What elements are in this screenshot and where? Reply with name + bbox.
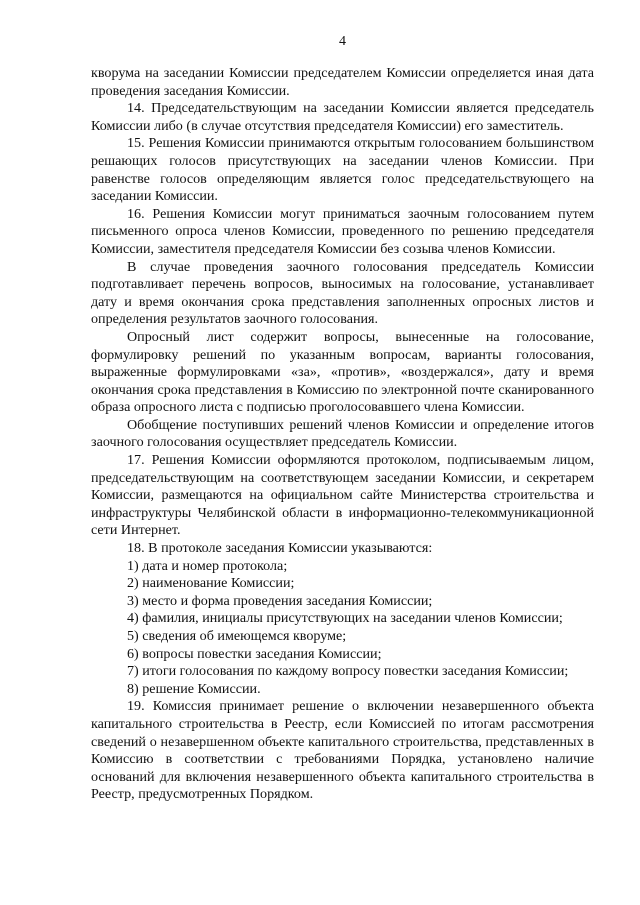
list-item: 5) сведения об имеющемся кворуме;	[127, 628, 347, 644]
list-item: 8) решение Комиссии.	[127, 680, 261, 697]
list-item: 4) фамилия, инициалы присутствующих на заседании членов Комиссии;	[127, 610, 563, 627]
paragraph-19: 19. Комиссия принимает решение о включении незавершенного объекта капитального строительства в Реестр, если Комиссией по итогам рассмотрения сведений о незавершенном объекте капитального строительства, представленных в Комиссию в соответствии с требованиями Порядка, установлено наличие оснований для включения незавершенного объекта капитального строительства в Реестр, предусмотренных Порядком.	[91, 698, 594, 803]
paragraph-16-absentee: В случае проведения заочного голосования председатель Комиссии подготавливает перечень вопросов, выносимых на голосование, устанавливает дату и время окончания срока представления заполненных опросных листов и определения результатов заочного голосования.	[91, 258, 594, 328]
list-item: 6) вопросы повестки заседания Комиссии;	[127, 645, 382, 662]
paragraph-15: 15. Решения Комиссии принимаются открытым голосованием большинством решающих голосов присутствующих на заседании членов Комиссии. При равенстве голосов определяющим является голос председательствующего на заседании Комиссии.	[91, 135, 594, 205]
page-number: 4	[339, 34, 346, 49]
paragraph-17: 17. Решения Комиссии оформляются протоколом, подписываемым лицом, председательствующим на соответствующем заседании Комиссии, и секретарем Комиссии, размещаются на официальном сайте Министерства строительства и инфраструктуры Челябинской области в информационно-телекоммуникационной сети Интернет.	[91, 452, 594, 539]
paragraph-continuation: кворума на заседании Комиссии председателем Комиссии определяется иная дата проведения заседания Комиссии.	[91, 65, 594, 99]
paragraph-16-summary: Обобщение поступивших решений членов Комиссии и определение итогов заочного голосования осуществляет председатель Комиссии.	[91, 416, 594, 451]
list-item: 7) итоги голосования по каждому вопросу повестки заседания Комиссии;	[127, 663, 569, 680]
paragraph-14: 14. Председательствующим на заседании Комиссии является председатель Комиссии либо (в случае отсутствия председателя Комиссии) его заместитель.	[91, 100, 594, 134]
document-body	[91, 65, 594, 804]
list-item: 1) дата и номер протокола;	[127, 557, 288, 574]
list-item: 2) наименование Комиссии;	[127, 575, 295, 592]
paragraph-18: 18. В протоколе заседания Комиссии указываются:	[127, 540, 433, 557]
list-item: 3) место и форма проведения заседания Комиссии;	[127, 592, 433, 609]
paragraph-16: 16. Решения Комиссии могут приниматься заочным голосованием путем письменного опроса членов Комиссии, проведенного по решению председателя Комиссии, заместителя председателя Комиссии без созыва членов Комиссии.	[91, 205, 594, 257]
paragraph-16-ballot: Опросный лист содержит вопросы, вынесенные на голосование, формулировку решений по указанным вопросам, варианты голосования, выраженные формулировками «за», «против», «воздержался», дату и время окончания срока представления в Комиссию по электронной почте сканированного образа опросного листа с подписью проголосовавшего члена Комиссии.	[91, 328, 594, 416]
